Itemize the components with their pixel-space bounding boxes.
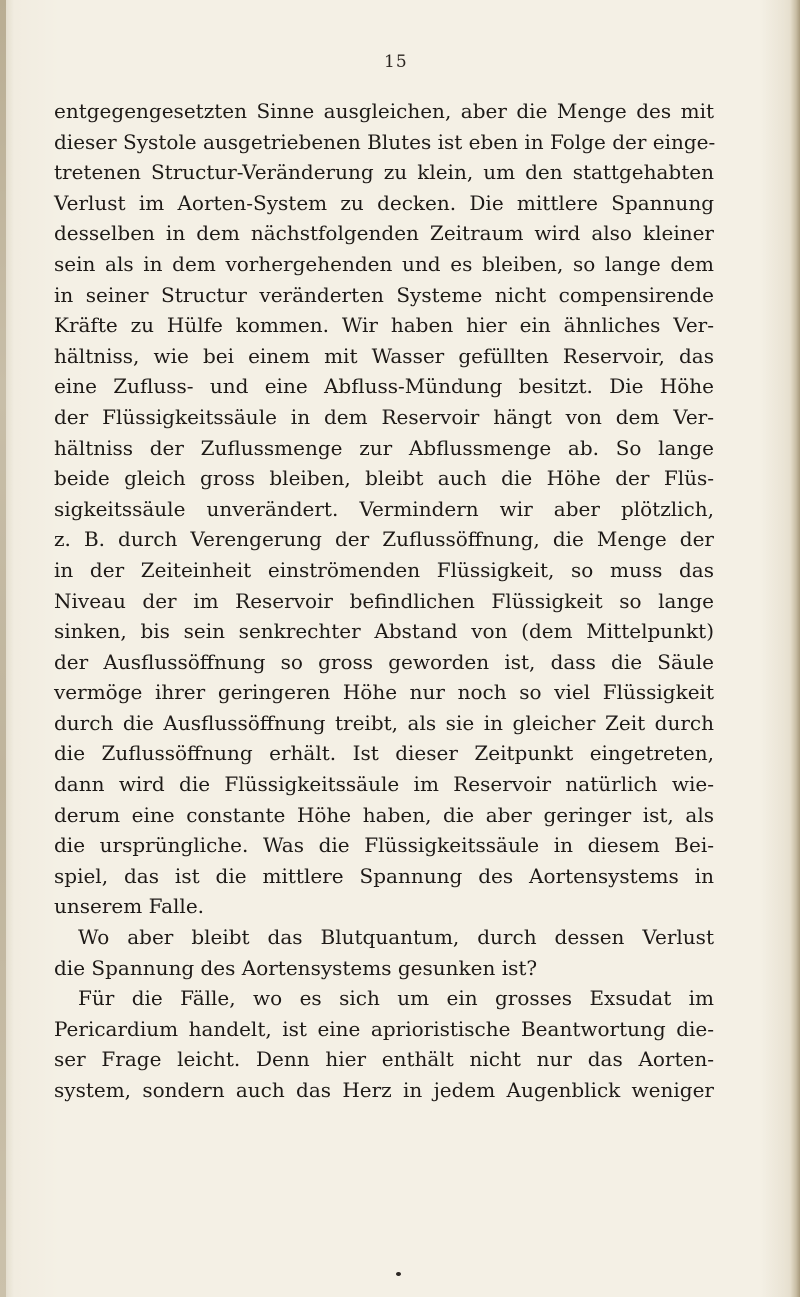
text-line: beide gleich gross bleiben, bleibt auch die Höhe der Flüs- [54,466,714,491]
text-line: system, sondern auch das Herz in jedem Augenblick weniger [54,1078,714,1102]
text-line: dieser Systole ausgetriebenen Blutes ist eben in Folge der einge- [54,129,716,154]
text-line: z. B. durch Verengerung der Zuflussöffnung, die Menge der [54,527,714,552]
text-line: spiel, das ist die mittlere Spannung des Aortensystems in [54,863,714,888]
text-line: sinken, bis sein senkrechter Abstand von (dem Mittelpunkt) [54,619,714,644]
text-line: dann wird die Flüssigkeitssäule im Reservoir natürlich wie- [54,772,714,797]
text-line: Wo aber bleibt das Blutquantum, durch dessen Verlust [78,925,714,950]
page-number: 15 [384,52,408,72]
text-line: durch die Ausflussöffnung treibt, als sie in gleicher Zeit durch [54,710,714,735]
text-line: Kräfte zu Hülfe kommen. Wir haben hier ein ähnliches Ver- [54,313,714,338]
text-line: sein als in dem vorhergehenden und es bleiben, so lange dem [54,251,714,276]
text-line: in seiner Structur veränderten Systeme nicht compensirende [54,282,714,307]
text-line: eine Zufluss- und eine Abfluss-Mündung besitzt. Die Höhe [54,374,714,399]
text-line: unserem Falle. [54,894,205,919]
text-line: Pericardium handelt, ist eine aprioristische Beantwortung die- [54,1016,714,1041]
ink-speck [396,1272,401,1276]
text-line: die ursprüngliche. Was die Flüssigkeitssäule in diesem Bei- [54,833,714,858]
text-line: in der Zeiteinheit einströmenden Flüssigkeit, so muss das [54,557,714,582]
text-line: desselben in dem nächstfolgenden Zeitraum wird also kleiner [54,221,714,246]
text-line: tretenen Structur-Veränderung zu klein, um den stattgehabten [54,160,714,185]
page-outer-edge [790,0,800,1297]
text-line: sigkeitssäule unverändert. Vermindern wir aber plötzlich, [54,496,714,521]
text-line: ser Frage leicht. Denn hier enthält nicht nur das Aorten- [54,1047,714,1072]
page-binding-edge [0,0,6,1297]
text-line: entgegengesetzten Sinne ausgleichen, aber die Menge des mit [54,99,714,123]
text-line: Niveau der im Reservoir befindlichen Flüssigkeit so lange [54,588,714,613]
text-line: die Zuflussöffnung erhält. Ist dieser Zeitpunkt eingetreten, [54,741,714,766]
text-line: hältniss der Zuflussmenge zur Abflussmenge ab. So lange [54,435,714,460]
body-text [54,96,714,1106]
text-line: Verlust im Aorten-System zu decken. Die mittlere Spannung [54,190,714,215]
text-line: derum eine constante Höhe haben, die aber geringer ist, als [54,802,714,827]
text-line: der Flüssigkeitssäule in dem Reservoir hängt von dem Ver- [54,404,714,429]
text-line: Für die Fälle, wo es sich um ein grosses Exsudat im [78,986,714,1011]
text-line: der Ausflussöffnung so gross geworden ist, dass die Säule [54,649,714,674]
text-line: hältniss, wie bei einem mit Wasser gefüllten Reservoir, das [54,343,714,368]
text-line: die Spannung des Aortensystems gesunken ist? [54,955,538,980]
text-line: vermöge ihrer geringeren Höhe nur noch so viel Flüssigkeit [54,680,714,705]
